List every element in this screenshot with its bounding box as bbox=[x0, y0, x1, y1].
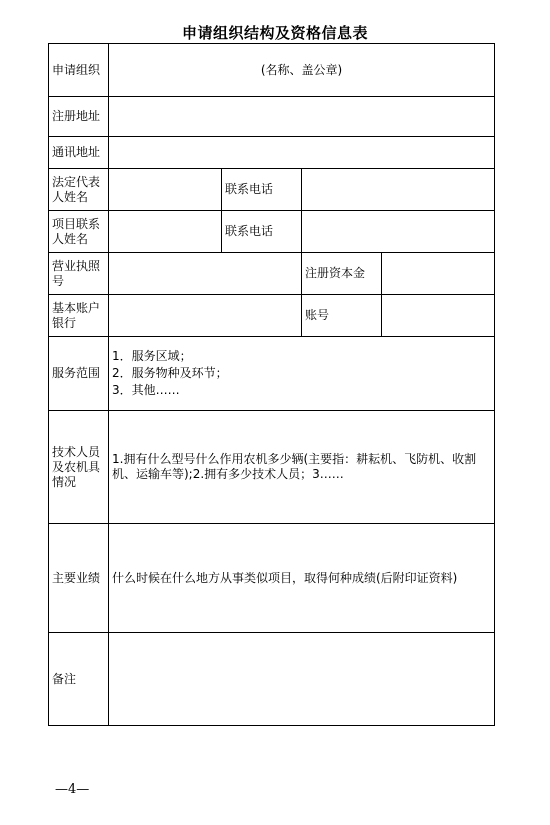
contact-label: 项目联系人姓名 bbox=[49, 211, 109, 253]
account-field[interactable] bbox=[382, 295, 495, 337]
tech-content[interactable] bbox=[109, 411, 495, 524]
application-form-table bbox=[48, 43, 495, 726]
service-line-2: 2．服务物种及环节； bbox=[112, 366, 228, 380]
capital-label: 注册资本金 bbox=[302, 253, 382, 295]
performance-content[interactable] bbox=[109, 524, 495, 633]
page-number: —4— bbox=[55, 782, 90, 797]
row-business-license bbox=[49, 253, 495, 295]
row-registered-address bbox=[49, 97, 495, 137]
reg-address-label: 注册地址 bbox=[49, 97, 109, 137]
document-title: 申请组织结构及资格信息表 bbox=[181, 24, 368, 42]
row-remarks bbox=[49, 633, 495, 726]
row-basic-account-bank bbox=[49, 295, 495, 337]
bank-label: 基本账户银行 bbox=[49, 295, 109, 337]
tech-text: 1.拥有什么型号什么作用农机多少辆(主要指：耕耘机、飞防机、收割机、运输车等);2.拥有多少技术人员；3…… bbox=[112, 452, 477, 481]
reg-address-field[interactable] bbox=[109, 97, 495, 137]
org-hint: (名称、盖公章) bbox=[260, 62, 343, 77]
service-line-1: 1．服务区域； bbox=[112, 349, 192, 363]
row-project-contact bbox=[49, 211, 495, 253]
service-content[interactable] bbox=[109, 337, 495, 411]
legal-rep-field[interactable] bbox=[109, 169, 222, 211]
mail-address-label: 通讯地址 bbox=[49, 137, 109, 169]
org-label: 申请组织 bbox=[49, 44, 109, 97]
contact-phone-field[interactable] bbox=[302, 211, 495, 253]
legal-rep-phone-field[interactable] bbox=[302, 169, 495, 211]
row-technical-staff bbox=[49, 411, 495, 524]
legal-rep-phone-label: 联系电话 bbox=[222, 169, 302, 211]
row-mailing-address bbox=[49, 137, 495, 169]
remarks-label: 备注 bbox=[49, 633, 109, 726]
remarks-field[interactable] bbox=[109, 633, 495, 726]
row-service-scope bbox=[49, 337, 495, 411]
license-field[interactable] bbox=[109, 253, 302, 295]
capital-field[interactable] bbox=[382, 253, 495, 295]
account-label: 账号 bbox=[302, 295, 382, 337]
performance-text: 什么时候在什么地方从事类似项目，取得何种成绩(后附印证资料) bbox=[112, 570, 458, 585]
org-field[interactable] bbox=[109, 44, 495, 97]
bank-field[interactable] bbox=[109, 295, 302, 337]
contact-phone-label: 联系电话 bbox=[222, 211, 302, 253]
tech-label: 技术人员及农机具情况 bbox=[49, 411, 109, 524]
license-label: 营业执照号 bbox=[49, 253, 109, 295]
row-organization bbox=[49, 44, 495, 97]
mail-address-field[interactable] bbox=[109, 137, 495, 169]
service-line-3: 3．其他…… bbox=[112, 383, 180, 397]
row-legal-representative bbox=[49, 169, 495, 211]
legal-rep-label: 法定代表人姓名 bbox=[49, 169, 109, 211]
service-label: 服务范围 bbox=[49, 337, 109, 411]
contact-field[interactable] bbox=[109, 211, 222, 253]
performance-label: 主要业绩 bbox=[49, 524, 109, 633]
row-main-performance bbox=[49, 524, 495, 633]
